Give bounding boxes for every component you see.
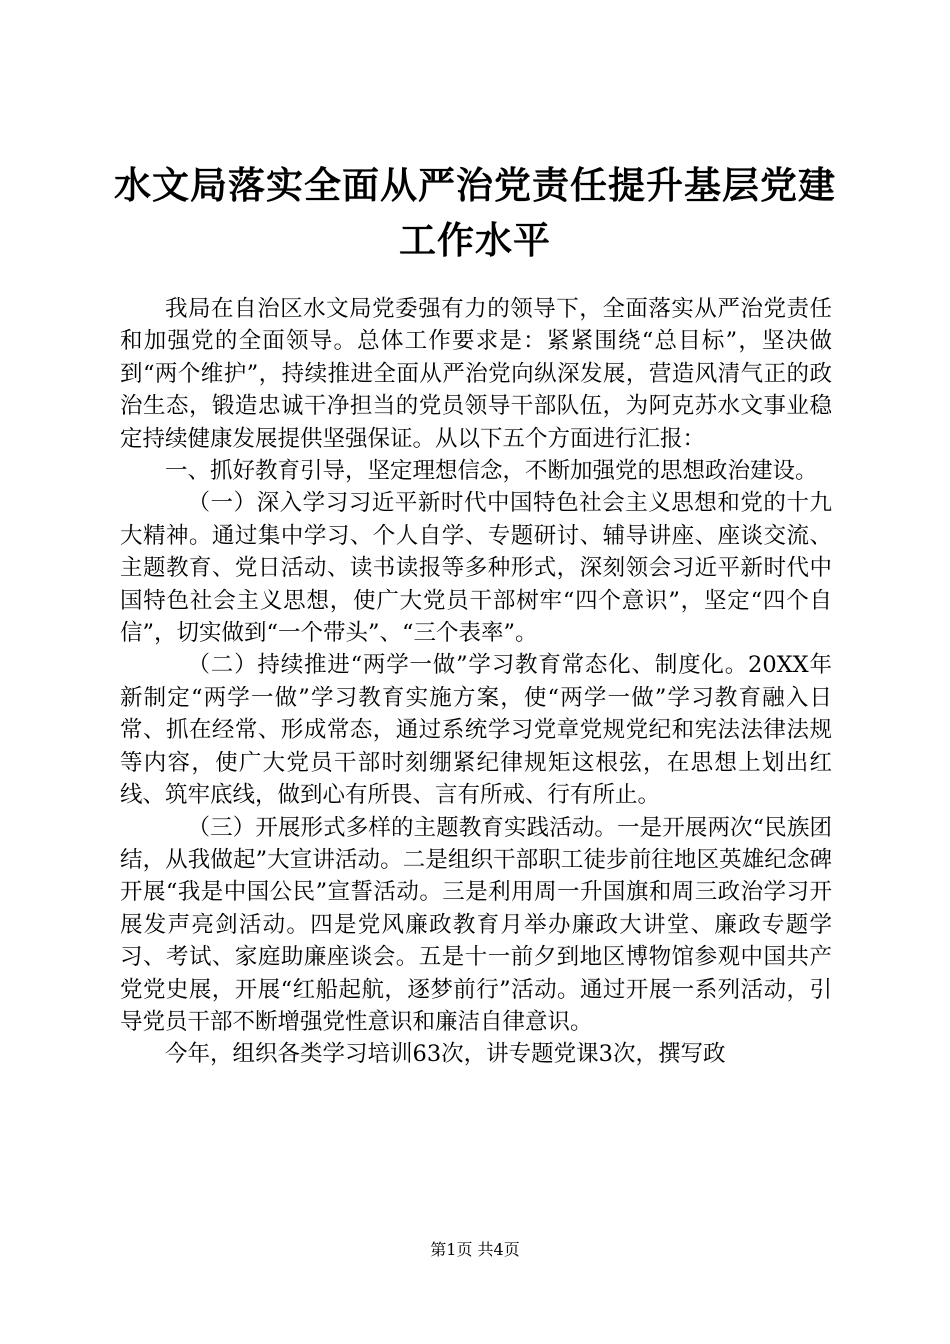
paragraph-subsection-1: （一）深入学习习近平新时代中国特色社会主义思想和党的十九大精神。通过集中学习、个人自学、专题研讨、辅导讲座、座谈交流、主题教育、党日活动、读书读报等多种形式，深刻领会习近平新时代中国特色社会主义思想，使广大党员干部树牢“四个意识”，坚定“四个自信”，切实做到“一个带头”、“三个表率”。 [120, 490, 832, 647]
page-number: 第1页 共4页 [430, 1240, 520, 1259]
paragraph-subsection-3: （三）开展形式多样的主题教育实践活动。一是开展两次“民族团结，从我做起”大宣讲活动。二是组织干部职工徒步前往地区英雄纪念碑开展“我是中国公民”宣誓活动。三是利用周一升国旗和周三政治学习开展发声亮剑活动。四是党风廉政教育月举办廉政大讲堂、廉政专题学习、考试、家庭助廉座谈会。五是十一前夕到地区博物馆参观中国共产党党史展，开展“红船起航，逐梦前行”活动。通过开展一系列活动，引导党员干部不断增强党性意识和廉洁自律意识。 [120, 814, 832, 1035]
document-body [120, 293, 832, 1071]
document-title: 水文局落实全面从严治党责任提升基层党建工作水平 [114, 163, 836, 262]
paragraph-section-heading: 一、抓好教育引导，坚定理想信念，不断加强党的思想政治建设。 [165, 458, 818, 485]
paragraph-subsection-2: （二）持续推进“两学一做”学习教育常态化、制度化。20XX年新制定“两学一做”学习教育实施方案，使“两学一做”学习教育融入日常、抓在经常、形成常态，通过系统学习党章党规党纪和宪法法律法规等内容，使广大党员干部时刻绷紧纪律规矩这根弦，在思想上划出红线、筑牢底线，做到心有所畏、言有所戒、行有所止。 [120, 652, 832, 809]
paragraph-intro: 我局在自治区水文局党委强有力的领导下，全面落实从严治党责任和加强党的全面领导。总体工作要求是：紧紧围绕“总目标”，坚决做到“两个维护”，持续推进全面从严治党向纵深发展，营造风清气正的政治生态，锻造忠诚干净担当的党员领导干部队伍，为阿克苏水文事业稳定持续健康发展提供坚强保证。从以下五个方面进行汇报： [120, 296, 832, 452]
paragraph-summary: 今年，组织各类学习培训63次，讲专题党课3次，撰写政 [165, 1041, 726, 1068]
